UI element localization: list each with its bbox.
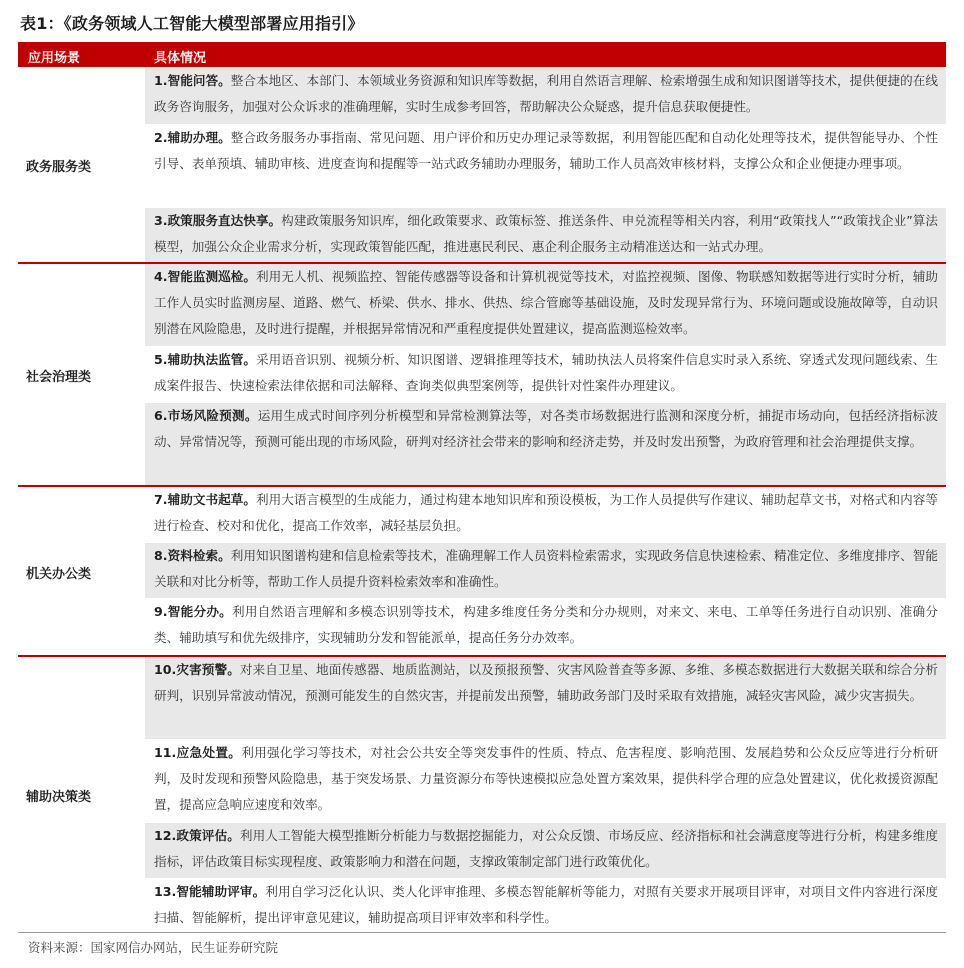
- item-text: 利用自然语言理解和多模态识别等技术，构建多维度任务分类和分办规则，对来文、来电、工单等任务进行自动识别、准确分类、辅助填写和优先级排序，实现辅助分发和智能派单，提高任务分办效率。: [154, 604, 938, 645]
- source-note: 资料来源：国家网信办网站，民生证券研究院: [28, 940, 279, 955]
- item-text: 对来自卫星、地面传感器、地质监测站，以及预报预警、灾害风险普查等多源、多维、多模态数据进行大数据关联和综合分析研判，识别异常波动情况，预测可能发生的自然灾害，并提前发出预警，辅助政务部门及时采取有效措施，减轻灾害风险，减少灾害损失。: [154, 662, 939, 703]
- item-text: 利用人工智能大模型推断分析能力与数据挖掘能力，对公众反馈、市场反应、经济指标和社会满意度等进行分析，构建多维度指标，评估政策目标实现程度、政策影响力和潜在问题，支撑政策制定部门进行政策优化。: [154, 828, 939, 869]
- item-assisted-handling: [145, 125, 946, 207]
- item-heading: 8.资料检索。: [154, 548, 231, 563]
- item-text: 利用自学习泛化认识、类人化评审推理、多模态智能解析等能力，对照有关要求开展项目评审，对项目文件内容进行深度扫描、智能解析，提出评审意见建议，辅助提高项目评审效率和科学性。: [154, 884, 939, 925]
- item-heading: 3.政策服务直达快享。: [154, 213, 282, 228]
- table-header: [18, 42, 946, 67]
- item-text: 整合政务服务办事指南、常见问题、用户评价和历史办理记录等数据，利用智能匹配和自动化处理等技术，提供智能导办、个性引导、表单预填、辅助审核、进度查询和提醒等一站式政务辅助办理服务，辅助工作人员高效审核材料，支撑公众和企业便捷办理事项。: [154, 130, 938, 171]
- category-government-service: 政务服务类: [26, 160, 92, 175]
- item-heading: 9.智能分办。: [154, 604, 232, 619]
- item-heading: 11.应急处置。: [154, 745, 242, 760]
- item-heading: 13.智能辅助评审。: [154, 884, 266, 899]
- item-policy-service: [145, 208, 946, 262]
- item-heading: 6.市场风险预测。: [154, 408, 258, 423]
- item-text: 运用生成式时间序列分析模型和异常检测算法等，对各类市场数据进行监测和深度分析，捕捉市场动向，包括经济指标波动、异常情况等，预测可能出现的市场风险，研判对经济社会带来的影响和经济走势，并及时发出预警，为政府管理和社会治理提供支撑。: [154, 408, 938, 449]
- table-bottom-rule: [18, 932, 946, 933]
- item-policy-evaluation: [145, 823, 946, 878]
- item-document-drafting: [145, 487, 946, 542]
- item-disaster-warning: [145, 657, 946, 739]
- item-text: 利用无人机、视频监控、智能传感器等设备和计算机视觉等技术，对监控视频、图像、物联感知数据等进行实时分析，辅助工作人员实时监测房屋、道路、燃气、桥梁、供水、排水、供热、综合管廊等基础设施，及时发现异常行为、环境问题或设施故障等，自动识别潜在风险隐患，及时进行提醒，并根据异常情况和严重程度提供处置建议，提高监测巡检效率。: [154, 269, 938, 336]
- header-details: 具体情况: [154, 51, 207, 66]
- item-data-retrieval: [145, 543, 946, 598]
- item-heading: 7.辅助文书起草。: [154, 492, 256, 507]
- item-heading: 12.政策评估。: [154, 828, 240, 843]
- item-text: 利用知识图谱构建和信息检索等技术，准确理解工作人员资料检索需求，实现政务信息快速检索、精准定位、多维度排序、智能关联和对比分析等，帮助工作人员提升资料检索效率和准确性。: [154, 548, 938, 589]
- item-market-risk: [145, 403, 946, 485]
- item-text: 构建政策服务知识库，细化政策要求、政策标签、推送条件、申兑流程等相关内容，利用“政策找人”“政策找企业”算法模型，加强公众企业需求分析，实现政策智能匹配，推进惠民利民、惠企利企服务主动精准送达和一站式办理。: [154, 213, 938, 254]
- item-smart-inspection: [145, 264, 946, 346]
- item-smart-dispatch: [145, 599, 946, 655]
- item-heading: 1.智能问答。: [154, 73, 231, 88]
- item-text: 利用强化学习等技术，对社会公共安全等突发事件的性质、特点、危害程度、影响范围、发展趋势和公众反应等进行分析研判，及时发现和预警风险隐患，基于突发场景、力量资源分布等快速模拟应急处置方案效果，提供科学合理的应急处置建议，优化救援资源配置，提高应急响应速度和效率。: [154, 745, 939, 812]
- item-emergency-response: [145, 740, 946, 822]
- item-heading: 5.辅助执法监管。: [154, 352, 256, 367]
- item-text: 利用大语言模型的生成能力，通过构建本地知识库和预设模板，为工作人员提供写作建议、辅助起草文书，对格式和内容等进行检查、校对和优化，提高工作效率，减轻基层负担。: [154, 492, 938, 533]
- category-social-governance: 社会治理类: [26, 370, 92, 385]
- item-smart-qa: [145, 68, 946, 124]
- item-text: 采用语音识别、视频分析、知识图谱、逻辑推理等技术，辅助执法人员将案件信息实时录入系统、穿透式发现问题线索、生成案件报告、快速检索法律依据和司法解释、查询类似典型案例等，提供针对性案件办理建议。: [154, 352, 938, 393]
- table-title: 表1：《政务领域人工智能大模型部署应用指引》: [20, 14, 364, 33]
- item-heading: 10.灾害预警。: [154, 662, 240, 677]
- item-heading: 4.智能监测巡检。: [154, 269, 256, 284]
- item-smart-review: [145, 879, 946, 934]
- category-decision-support: 辅助决策类: [26, 790, 92, 805]
- header-scene: 应用场景: [28, 51, 81, 66]
- item-heading: 2.辅助办理。: [154, 130, 231, 145]
- item-text: 整合本地区、本部门、本领域业务资源和知识库等数据，利用自然语言理解、检索增强生成和知识图谱等技术，提供便捷的在线政务咨询服务，加强对公众诉求的准确理解，实时生成参考回答，帮助解决公众疑惑，提升信息获取便捷性。: [154, 73, 938, 114]
- item-law-enforcement: [145, 347, 946, 402]
- category-office: 机关办公类: [26, 567, 92, 582]
